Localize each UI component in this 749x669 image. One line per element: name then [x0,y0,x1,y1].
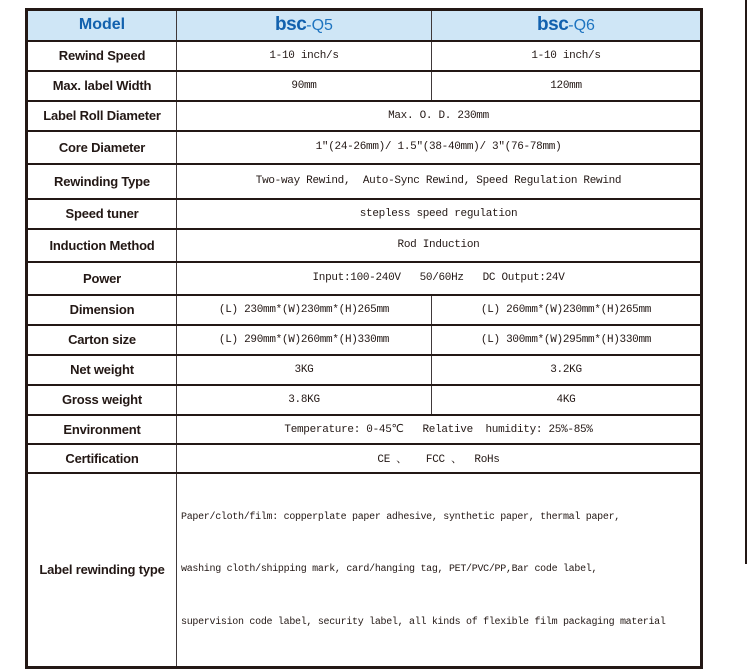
cell-shared-value [177,473,702,668]
row-label: Power [27,262,177,295]
cell-q5-value: 3.8KG [177,385,432,415]
rewinding-type-line-1: Paper/cloth/film: copperplate paper adhesive, synthetic paper, thermal paper, [181,511,620,523]
row-environment [27,415,702,444]
cell-q6-value: 120mm [432,71,702,101]
cell-q6-value: 4KG [432,385,702,415]
cell-q6-value: (L) 300mm*(W)295mm*(H)330mm [432,325,702,355]
cell-shared-value: Max. O. D. 230mm [177,101,702,131]
brand-text-q6: bsc [537,14,569,36]
row-label: Rewinding Type [27,164,177,199]
row-induction-method [27,229,702,262]
row-rewinding-type [27,164,702,199]
row-label: Rewind Speed [27,41,177,71]
rewinding-type-line-2: washing cloth/shipping mark, card/hanging tag, PET/PVC/PP,Bar code label, [181,564,598,575]
row-rewind-speed [27,41,702,71]
row-certification [27,444,702,473]
model-suffix-q6: -Q6 [568,17,595,35]
product-spec-table [25,8,703,669]
page-edge-line [745,0,747,564]
header-model-q6 [432,10,702,41]
cell-q6-value: 1-10 inch/s [432,41,702,71]
row-gross-weight [27,385,702,415]
cell-shared-value: Input:100-240V 50/60Hz DC Output:24V [177,262,702,295]
row-label: Environment [27,415,177,444]
cell-shared-value: Two-way Rewind, Auto-Sync Rewind, Speed Regulation Rewind [177,164,702,199]
row-label: Max. label Width [27,71,177,101]
cell-shared-value: Temperature: 0-45℃ Relative humidity: 25%-85% [177,415,702,444]
rewinding-type-line-3: supervision code label, security label, all kinds of flexible film packaging material [181,616,666,628]
row-label: Label Roll Diameter [27,101,177,131]
cell-q5-value: 1-10 inch/s [177,41,432,71]
cell-q6-value: 3.2KG [432,355,702,385]
row-label: Core Diameter [27,131,177,164]
row-label: Label rewinding type [27,473,177,668]
row-label: Speed tuner [27,199,177,229]
header-model-label: Model [27,10,177,41]
row-label: Gross weight [27,385,177,415]
row-max-label-width [27,71,702,101]
cell-shared-value: stepless speed regulation [177,199,702,229]
table-header-row [27,10,702,41]
cell-shared-value: CE 、 FCC 、 RoHs [177,444,702,473]
cell-q5-value: (L) 290mm*(W)260mm*(H)330mm [177,325,432,355]
row-power [27,262,702,295]
row-label: Net weight [27,355,177,385]
row-core-diameter [27,131,702,164]
cell-q5-value: 3KG [177,355,432,385]
row-net-weight [27,355,702,385]
cell-q6-value: (L) 260mm*(W)230mm*(H)265mm [432,295,702,325]
row-label-rewinding-type [27,473,702,668]
header-model-q5 [177,10,432,41]
model-suffix-q5: -Q5 [306,17,333,35]
row-label: Induction Method [27,229,177,262]
row-label: Certification [27,444,177,473]
row-carton-size [27,325,702,355]
row-speed-tuner [27,199,702,229]
row-label-roll-diameter [27,101,702,131]
cell-shared-value: Rod Induction [177,229,702,262]
cell-q5-value: (L) 230mm*(W)230mm*(H)265mm [177,295,432,325]
cell-q5-value: 90mm [177,71,432,101]
cell-shared-value: 1″(24-26mm)/ 1.5″(38-40mm)/ 3″(76-78mm) [177,131,702,164]
row-label: Dimension [27,295,177,325]
row-dimension [27,295,702,325]
brand-text-q5: bsc [275,14,307,36]
row-label: Carton size [27,325,177,355]
